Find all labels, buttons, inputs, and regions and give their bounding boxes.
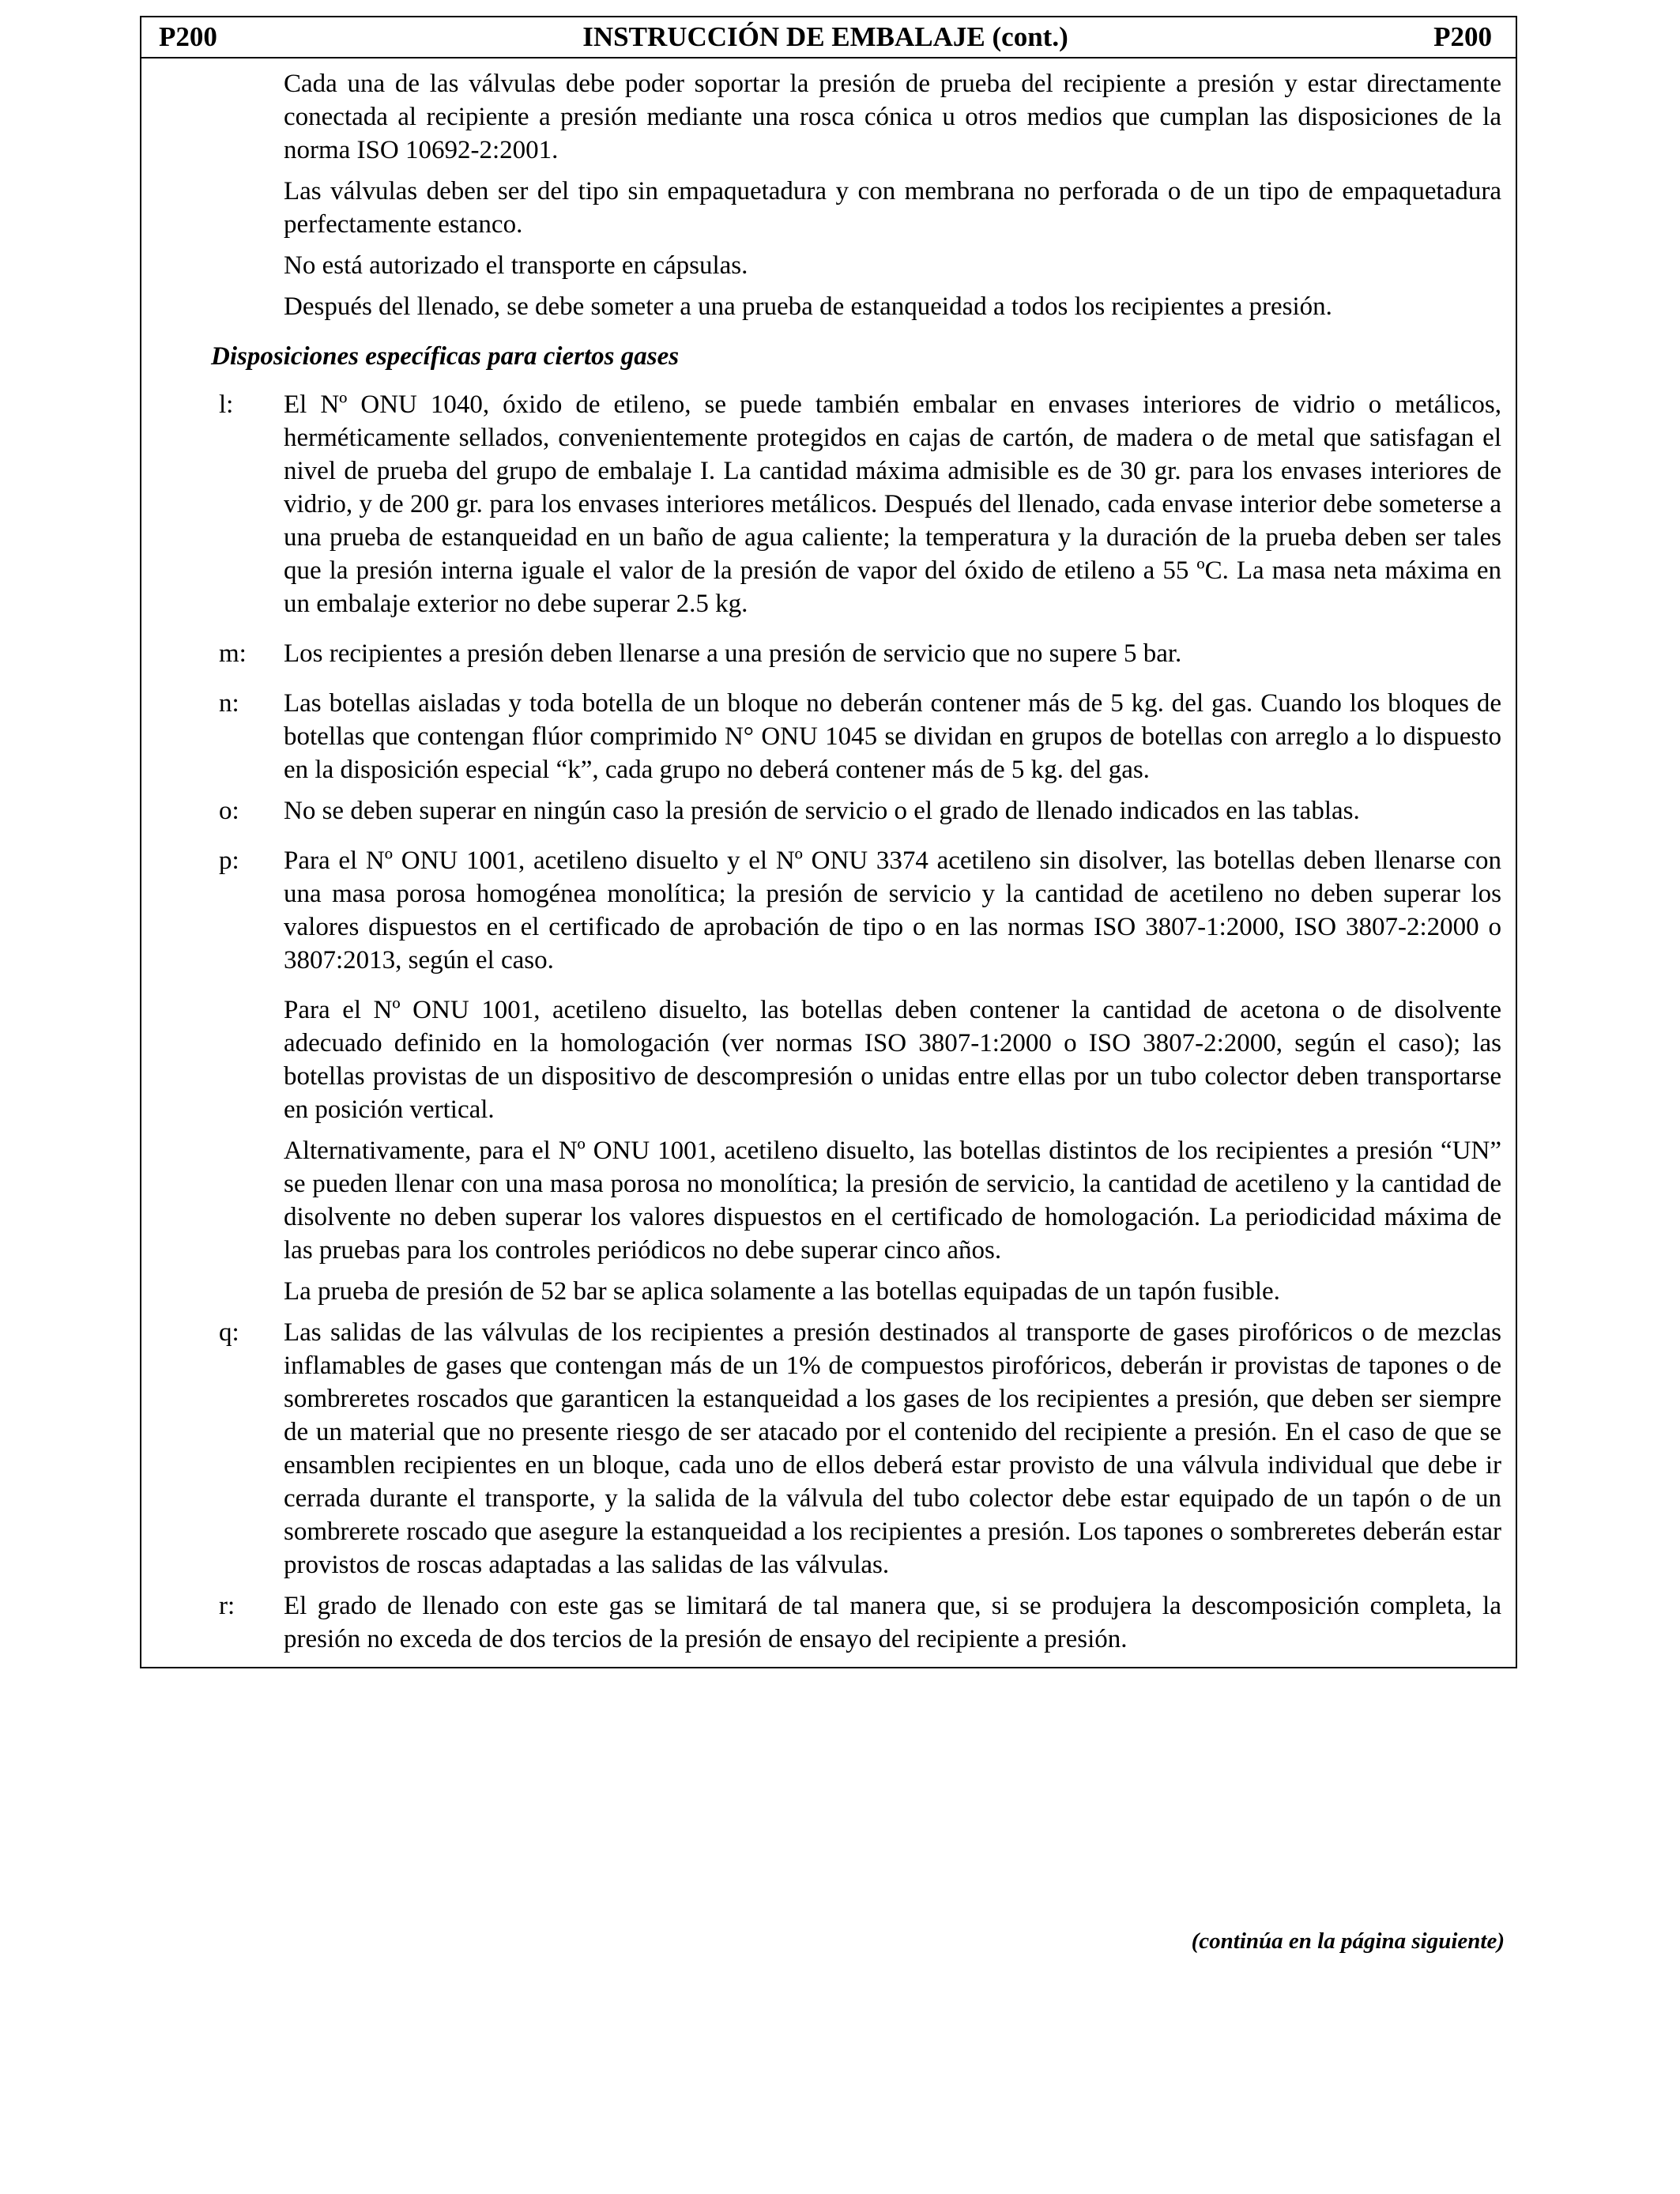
intro-paragraph: Después del llenado, se debe someter a una prueba de estanqueidad a todos los recipientes a presión. (284, 292, 1332, 321)
provision-item-o (141, 794, 1501, 827)
provision-p-continuation: La prueba de presión de 52 bar se aplica solamente a las botellas equipadas de un tapón fusible. (284, 1277, 1280, 1306)
provision-label: r: (219, 1592, 235, 1620)
section-heading: Disposiciones específicas para ciertos gases (211, 342, 680, 371)
provision-item-l (141, 388, 1501, 620)
header-left-code: P200 (159, 21, 217, 52)
intro-paragraph: No está autorizado el transporte en cápsulas. (284, 251, 748, 280)
provision-label: l: (219, 390, 234, 419)
provision-label: p: (219, 846, 239, 875)
provision-item-r (141, 1589, 1501, 1656)
provision-text: Para el Nº ONU 1001, acetileno disuelto y el Nº ONU 3374 acetileno sin disolver, las botellas deben llenarse con una masa porosa homogénea monolítica; la presión de servicio y la cantidad de acetileno no deben superar los valores dispuestos en el certificado de aprobación de tipo o en las normas ISO 3807-1:2000, ISO 3807-2:2000 o 3807:2013, según el caso. (284, 846, 1501, 974)
provision-item-q (141, 1316, 1501, 1581)
provision-p-continuation: Alternativamente, para el Nº ONU 1001, acetileno disuelto, las botellas distintos de los recipientes a presión “UN” se pueden llenar con una masa porosa no monolítica; la presión de servicio, la cantidad de acetileno y la cantidad de disolvente no deben superar los valores dispuestos en el certificado de homologación. La periodicidad máxima de las pruebas para los controles periódicos no debe superar cinco años. (284, 1137, 1501, 1265)
provision-item-p (141, 844, 1501, 977)
provision-item-n (141, 687, 1501, 786)
provision-item-m (141, 637, 1501, 670)
provision-p-continuation: Para el Nº ONU 1001, acetileno disuelto, las botellas deben contener la cantidad de acetona o de disolvente adecuado definido en la homologación (ver normas ISO 3807-1:2000 o ISO 3807-2:2000, según el caso); las botellas provistas de un dispositivo de descompresión o unidas entre ellas por un tubo colector deben transportarse en posición vertical. (284, 996, 1501, 1124)
packing-instruction-box (140, 16, 1517, 1668)
continuation-note: (continúa en la página siguiente) (1191, 1928, 1505, 1954)
provision-label: q: (219, 1318, 239, 1347)
provision-text: El Nº ONU 1040, óxido de etileno, se puede también embalar en envases interiores de vidrio o metálicos, herméticamente sellados, convenientemente protegidos en cajas de cartón, de madera o de metal que satisfagan el nivel de prueba del grupo de embalaje I. La cantidad máxima admisible es de 30 gr. para los envases interiores de vidrio, y de 200 gr. para los envases interiores metálicos. Después del llenado, cada envase interior debe someterse a una prueba de estanqueidad en un baño de agua caliente; la temperatura y la duración de la prueba deben ser tales que la presión interna iguale el valor de la presión de vapor del óxido de etileno a 55 ºC. La masa neta máxima en un embalaje exterior no debe superar 2.5 kg. (284, 390, 1501, 618)
header-right-code: P200 (1433, 21, 1492, 52)
provision-label: o: (219, 797, 239, 825)
provision-text: Los recipientes a presión deben llenarse a una presión de servicio que no supere 5 bar. (284, 639, 1182, 668)
intro-paragraph: Las válvulas deben ser del tipo sin empaquetadura y con membrana no perforada o de un tipo de empaquetadura perfectamente estanco. (284, 177, 1501, 239)
box-body (141, 58, 1516, 1667)
intro-paragraph: Cada una de las válvulas debe poder soportar la presión de prueba del recipiente a presión y estar directamente conectada al recipiente a presión mediante una rosca cónica u otros medios que cumplan las disposiciones de la norma ISO 10692-2:2001. (284, 70, 1501, 164)
provision-text: Las botellas aisladas y toda botella de un bloque no deberán contener más de 5 kg. del gas. Cuando los bloques de botellas que contengan flúor comprimido N° ONU 1045 se dividan en grupos de botellas con arreglo a lo dispuesto en la disposición especial “k”, cada grupo no deberá contener más de 5 kg. del gas. (284, 689, 1501, 784)
provision-text: Las salidas de las válvulas de los recipientes a presión destinados al transporte de gases pirofóricos o de mezclas inflamables de gases que contengan más de un 1% de compuestos pirofóricos, deberán ir provistas de tapones o de sombreretes roscados que garanticen la estanqueidad a los gases de los recipientes a presión, que deben ser siempre de un material que no presente riesgo de ser atacado por el contenido del recipiente a presión. En el caso de que se ensamblen recipientes en un bloque, cada uno de ellos deberá estar provisto de una válvula individual que debe ir cerrada durante el transporte, y la salida de la válvula del tubo colector debe estar equipado de un tapón o de un sombrerete roscado que asegure la estanqueidad a los recipientes a presión. Los tapones o sombreretes deberán estar provistos de roscas adaptadas a las salidas de las válvulas. (284, 1318, 1501, 1579)
box-header (141, 17, 1516, 58)
provision-label: m: (219, 639, 247, 668)
header-title: INSTRUCCIÓN DE EMBALAJE (cont.) (582, 21, 1068, 52)
provision-text: El grado de llenado con este gas se limitará de tal manera que, si se produjera la descomposición completa, la presión no exceda de dos tercios de la presión de ensayo del recipiente a presión. (284, 1592, 1501, 1653)
provision-label: n: (219, 689, 239, 718)
provision-text: No se deben superar en ningún caso la presión de servicio o el grado de llenado indicados en las tablas. (284, 797, 1360, 825)
